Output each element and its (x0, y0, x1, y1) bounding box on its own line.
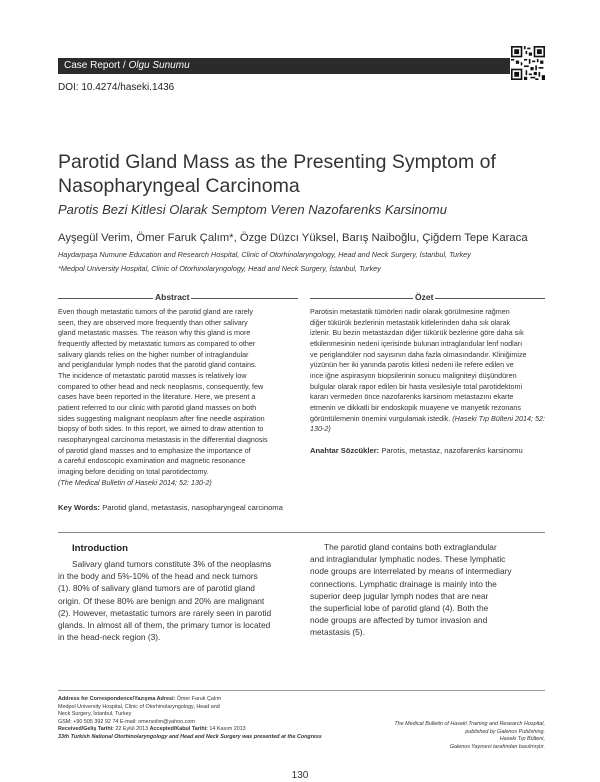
ozet-line: etkilenmesinin nedeni içerisinde bulunan intraglandular lenf nodları (310, 338, 523, 348)
abstract-line: biopsy of both sides. In this report, we aimed to draw attention to (58, 424, 264, 434)
publisher-note (330, 721, 545, 751)
abstract-heading: Abstract (155, 292, 190, 302)
ozet-line: ince iğne aspirasyon biopsilerinin sonucu maligniteyi düşündüren (310, 370, 517, 380)
ozet-line: yüzünün her iki yanında parotis kitlesi nedeni ile refere edilen ve (310, 360, 514, 370)
abstract-line: salivary glands relies on the higher number of intraglandular (58, 349, 249, 359)
body-line: Salivary gland tumors constitute 3% of the neoplasms (72, 559, 272, 569)
footer-rule (58, 690, 545, 691)
body-line: (2). However, metastatic tumors are rarely seen in parotid (58, 607, 272, 618)
abstract-line: The incidence of metastatic parotid masses is relatively low (58, 370, 247, 380)
page-number: 130 (291, 770, 309, 781)
body-line: node groups are interrelated by means of intermediary (310, 566, 512, 577)
abstract-line: patient referred to our clinic with parotid gland masses on both (58, 402, 257, 412)
keywords-label: Key Words: (58, 503, 101, 512)
ozet-body (310, 307, 545, 435)
body-line: and intraglandular lymphatic nodes. These lymphatic (310, 554, 506, 565)
article-type-bar (58, 58, 510, 74)
abstract-line: nasopharyngeal carcinoma metastasis in the differential diagnosis (58, 434, 268, 444)
publisher-line: Galenos Yayınevi tarafından basılmıştır. (449, 743, 545, 750)
correspondence-block (58, 696, 368, 742)
article-title (58, 150, 558, 198)
abstract-line: compared to other head and neck neoplasms, consequently, few (58, 381, 264, 391)
abstract-line: gland metastatic masses. The reason why this gland is more (58, 328, 251, 338)
abstract-line: frequently affected by metastatic tumors as compared to other (58, 338, 256, 348)
keywords-value-tr: Parotis, metastaz, nazofarenks karsinomu (381, 446, 523, 455)
publisher-line: Haseki Tıp Bülteni, (499, 736, 545, 743)
section-divider (58, 532, 545, 533)
publisher-line: The Medical Bulletin of Haseki Training and Research Hospital, (394, 721, 545, 727)
ozet-line: etmenin ve dikkatli bir endoskopik muayene ve manyetik rezonans (310, 402, 521, 412)
abstract-line: a careful endoscopic examination and magnetic resonance (58, 456, 246, 466)
abstract-line: Even though metastatic tumors of the parotid gland are rarely (58, 307, 253, 316)
body-line: connections. Lymphatic drainage is mainly into the (310, 578, 497, 589)
abstract-keywords (58, 503, 298, 514)
body-line: The parotid gland contains both extraglandular (324, 542, 497, 552)
ozet-line: Parotisin metastatik tümörleri nadir olarak görülmesine rağmen (310, 307, 510, 316)
correspondence-line: Address for Correspondence/Yazışma Adresi: Ömer Faruk Çalım (58, 696, 222, 702)
ozet-line: izlenir. Bu bezin metastazdan diğer tükürük bezlerine göre daha sık (310, 328, 524, 338)
affiliation-1: Haydarpaşa Numune Education and Research Hospital, Clinic of Otorhinolaryngology, Head and Neck Surgery, İstanbul, Turkey (58, 250, 471, 259)
introduction-left-column (58, 558, 298, 643)
abstract-line: cases have been reported in the literature. Here, we present a (58, 392, 256, 402)
abstract-line: sides suggesting malignant neoplasm after fine needle aspiration (58, 413, 265, 423)
body-line: origin. Of these 80% are benign and 20% are malignant (58, 595, 265, 606)
abstract-citation: (The Medical Bulletin of Haseki 2014; 52: 130-2) (58, 477, 212, 487)
correspondence-line: GSM: +90 505 392 92 74 E-mail: omersolim@yahoo.com (58, 718, 195, 725)
body-line: glands. In almost all of them, the primary tumor is located (58, 620, 271, 631)
introduction-right-column (310, 541, 545, 639)
body-line: superior deep jugular lymph nodes that are near (310, 590, 489, 601)
introduction-heading: Introduction (72, 543, 128, 554)
abstract-line: of parotid gland masses and to emphasize the importance of (58, 445, 251, 455)
ozet-line: görüntülemenin önemini vurgulamak istedik. (Haseki Tıp Bülteni 2014; 52: 130-2) (310, 413, 546, 434)
correspondence-line: Medpol University Hospital, Clinic of Otorhinolaryngology, Head and (58, 703, 220, 710)
affiliation-2: *Medpol University Hospital, Clinic of Otorhinolaryngology, Head and Neck Surgery, İstanbul, Turkey (58, 264, 381, 273)
keywords-label-tr: Anahtar Sözcükler: (310, 446, 380, 455)
article-subtitle-tr: Parotis Bezi Kitlesi Olarak Semptom Veren Nazofarenks Karsinomu (58, 202, 447, 217)
abstract-line: and periglandular lymph nodes that the parotid gland contains. (58, 360, 257, 370)
article-type-label-tr: Olgu Sunumu (128, 60, 190, 71)
congress-note: 33th Turkish National Otorhinolaryngology and Head and Neck Surgery was presented at the Congress (58, 733, 322, 740)
keywords-value: Parotid gland, metastasis, nasopharyngeal carcinoma (102, 503, 283, 512)
qr-code-icon (511, 46, 545, 80)
publisher-line: published by Galenos Publishing. (465, 728, 545, 735)
body-line: metastasis (5). (310, 627, 365, 638)
article-title-line2: Nasopharyngeal Carcinoma (58, 175, 300, 197)
abstract-line: seen, they are observed more frequently than other salivary (58, 317, 248, 327)
article-type-separator: / (120, 60, 129, 71)
body-line: (1). 80% of salivary gland tumors are of parotid gland (58, 583, 255, 594)
abstract-body (58, 307, 298, 488)
correspondence-line: Neck Surgery, İstanbul, Turkey (58, 711, 132, 718)
author-list: Ayşegül Verim, Ömer Faruk Çalım*, Özge Düzcı Yüksel, Barış Naiboğlu, Çiğdem Tepe Karaca (58, 232, 528, 244)
dates-line: Received/Geliş Tarihi: 22 Eylül 2013 Accepted/Kabul Tarihi: 14 Kasım 2013 (58, 726, 246, 733)
body-line: in the head-neck region (3). (58, 632, 161, 643)
article-type-label: Case Report (64, 60, 121, 71)
doi-label: DOI: 10.4274/haseki.1436 (58, 82, 175, 93)
article-title-line1: Parotid Gland Mass as the Presenting Symptom of (58, 151, 496, 173)
ozet-line: diğer tükürük bezlerinin metastatik kitlelerinden daha sık olarak (310, 317, 511, 327)
ozet-line: ve periglandüler nod sayısının daha fazla olmasındandır. Kliniğimize (310, 349, 527, 359)
ozet-citation: (Haseki Tıp Bülteni 2014; 52: 130-2) (310, 413, 546, 434)
body-line: node groups are affected by tumor invasion and (310, 615, 488, 626)
ozet-line: bulgular olarak rapor edilen bir hasta vesilesiyle total parotidektomi (310, 381, 523, 391)
ozet-keywords (310, 446, 545, 457)
body-line: in the body and 5%-10% of the head and neck tumors (58, 571, 258, 582)
ozet-line: kararı vermeden önce nazofarenks karsinom metastazını ekarte (310, 392, 514, 402)
ozet-heading: Özet (415, 292, 434, 302)
body-line: the superficial lobe of parotid gland (4). Both the (310, 603, 489, 614)
abstract-line: imaging before deciding on total parotidectomy. (58, 466, 209, 476)
